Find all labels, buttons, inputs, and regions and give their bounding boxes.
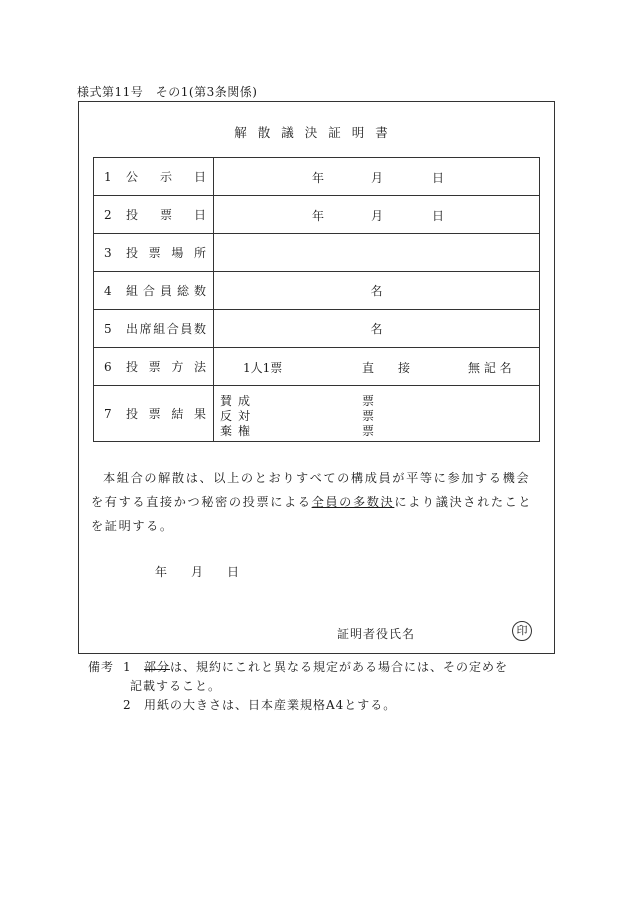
form-number-label: 様式第11号 その1(第3条関係): [77, 85, 258, 99]
result-for: 賛成 票: [220, 394, 375, 408]
row-attending-members: [94, 310, 540, 348]
certificate-frame: 解散議決証明書 1 公 示 日 年 月 日 2 投 票 日 年 月 日 3 投 票 場 所 4 組 合 員 総 数 名 5 出 席 組 合 員 数 名 6 投 票 方 法 1人1票 直 接 無 記 名 7 投 票 結 果 賛成 票 反対 票 棄権 票 本組合の解散は、以上のとおりすべての構成員が平等に参加する機会を有する直接かつ秘密の投票による全員の多数決により議決されたことを証明する。 年 月 日 証明者役氏名 印: [78, 101, 555, 654]
voting-date-field[interactable]: 年 月 日: [214, 196, 540, 234]
row-voting-place: [94, 234, 540, 272]
voting-result-field[interactable]: [214, 386, 540, 442]
row-label-cell: 4 組 合 員 総 数: [94, 272, 214, 310]
remarks-section: 備考 1 部分は、規約にこれと異なる規定がある場合には、その定めを 記載すること。 2 用紙の大きさは、日本産業規格A4とする。: [88, 658, 558, 715]
attending-members-field[interactable]: 名: [214, 310, 540, 348]
row-voting-date: [94, 196, 540, 234]
certification-statement: 本組合の解散は、以上のとおりすべての構成員が平等に参加する機会を有する直接かつ秘密の投票による全員の多数決により議決されたことを証明する。: [91, 471, 533, 533]
items-table: [93, 157, 540, 442]
row-label-cell: 7 投 票 結 果: [94, 386, 214, 442]
voting-method-field: [214, 348, 540, 386]
row-voting-method: [94, 348, 540, 386]
remark-item-2: 用紙の大きさは、日本産業規格A4とする。: [144, 698, 397, 712]
remark-item-1-continuation: 記載すること。: [130, 679, 222, 693]
result-against: 反対 票: [220, 409, 375, 423]
row-label-cell: 6 投 票 方 法: [94, 348, 214, 386]
total-members-field[interactable]: 名: [214, 272, 540, 310]
remarks-heading: 備考: [88, 660, 115, 674]
method-one-person-one-vote: 1人1票: [243, 361, 283, 375]
row-announcement-date: [94, 158, 540, 196]
certifier-name-label: 証明者役氏名: [337, 627, 416, 641]
row-voting-result: [94, 386, 540, 442]
row-label-cell: 3 投 票 場 所: [94, 234, 214, 272]
row-total-members: [94, 272, 540, 310]
announcement-date-field[interactable]: 年 月 日: [214, 158, 540, 196]
document-title: 解散議決証明書: [234, 125, 399, 140]
row-label-cell: 5 出 席 組 合 員 数: [94, 310, 214, 348]
voting-place-field[interactable]: [214, 234, 540, 272]
result-abstain: 棄権 票: [220, 424, 375, 438]
underlined-phrase: 全員の多数決: [311, 495, 395, 509]
row-label-cell: 1 公 示 日: [94, 158, 214, 196]
method-direct: 直 接: [362, 361, 411, 375]
row-label-cell: 2 投 票 日: [94, 196, 214, 234]
method-secret: 無 記 名: [468, 361, 512, 375]
seal-mark: 印: [512, 621, 532, 641]
